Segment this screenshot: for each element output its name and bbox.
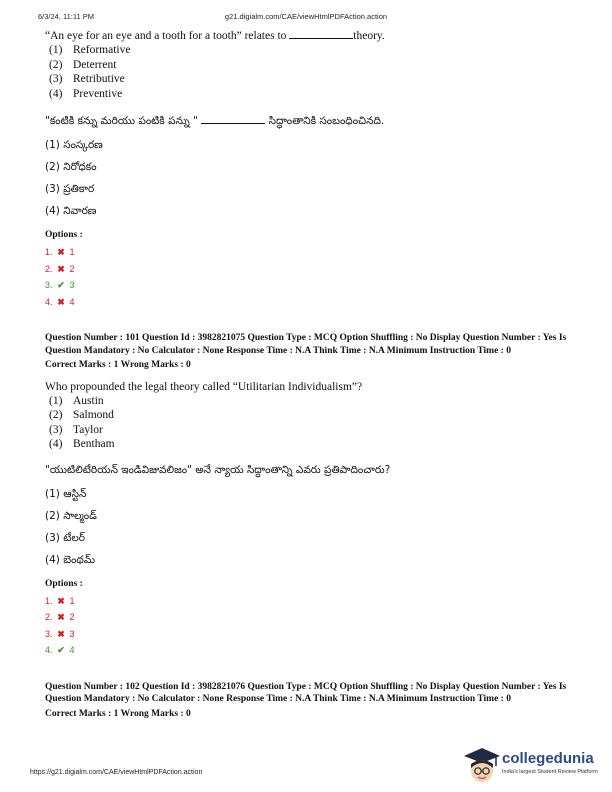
telugu-option: (1) ఆస్టిన్ <box>45 487 87 500</box>
answer-row: 1. ✖ 1 <box>45 244 585 261</box>
collegedunia-logo <box>462 744 612 788</box>
option-row: (1) Reformative <box>49 44 131 56</box>
question-102-marks: Correct Marks : 1 Wrong Marks : 0 <box>45 708 191 719</box>
question-101-text: Who propounded the legal theory called “Utilitarian Individualism”? <box>45 380 363 393</box>
question-101-telugu: "యుటిలిటేరియన్ ఇండివిజువలిజం" అనే న్యాయ సిద్ధాంతాన్ని ఎవరు ప్రతిపాదించారు? <box>45 463 391 476</box>
answer-row: 2. ✖ 2 <box>45 261 585 278</box>
footer-url: https://g21.digialm.com/CAE/viewHtmlPDFAction.action <box>30 769 203 776</box>
wrong-icon: ✖ <box>57 296 65 307</box>
telugu-option: (1) సంస్కరణ <box>45 139 103 152</box>
wrong-icon: ✖ <box>57 612 65 623</box>
graduate-mascot-icon <box>462 744 502 788</box>
wrong-icon: ✖ <box>57 247 65 258</box>
answer-row: 1. ✖ 1 <box>45 593 585 610</box>
answer-list <box>45 593 585 659</box>
option-row: (3) Taylor <box>49 423 103 436</box>
answer-row: 3. ✔ 3 <box>45 277 585 294</box>
print-datetime: 6/3/24, 11:11 PM <box>38 12 95 21</box>
answer-list <box>45 244 585 310</box>
options-heading: Options : <box>45 230 83 241</box>
telugu-option: (3) టేలర్ <box>45 531 85 544</box>
telugu-option: (2) సాల్మండ్ <box>45 509 97 522</box>
question-100-text <box>45 28 585 43</box>
answer-row: 2. ✖ 2 <box>45 609 585 626</box>
check-icon: ✔ <box>57 645 65 656</box>
document-body <box>45 28 585 720</box>
question-text-part: “An eye for an eye and a tooth for a tooth” relates to <box>45 30 290 42</box>
print-url: g21.digialm.com/CAE/viewHtmlPDFAction.action <box>224 12 388 21</box>
telugu-option: (3) ప్రతికార <box>45 183 95 196</box>
question-text-part: theory. <box>353 30 385 42</box>
telugu-option: (4) బెంథమ్ <box>45 553 95 566</box>
question-102-meta: Question Number : 102 Question Id : 3982821076 Question Type : MCQ Option Shuffling : No Display Question Number : Yes Is Question Mandatory : No Calculator : None Response Time : N.A Think Time : N.A Minimum Instruction Time : 0 <box>45 681 567 705</box>
question-101-marks: Correct Marks : 1 Wrong Marks : 0 <box>45 360 191 371</box>
option-row: (4) Preventive <box>49 87 123 100</box>
option-row: (3) Retributive <box>49 73 125 86</box>
telugu-option: (2) నిరోధకం <box>45 161 97 174</box>
logo-tagline: India's largest Student Review Platform <box>502 769 598 775</box>
wrong-icon: ✖ <box>57 628 65 639</box>
option-row: (4) Bentham <box>49 438 115 451</box>
logo-wordmark: collegedunia <box>502 750 594 767</box>
question-100-options <box>49 43 585 101</box>
wrong-icon: ✖ <box>57 263 65 274</box>
telugu-option: (4) నివారణ <box>45 205 97 218</box>
option-row: (2) Salmond <box>49 409 114 422</box>
option-row: (2) Deterrent <box>49 58 117 71</box>
options-heading: Options : <box>45 578 83 589</box>
answer-row: 4. ✔ 4 <box>45 642 585 659</box>
answer-blank <box>289 28 353 39</box>
question-101-meta: Question Number : 101 Question Id : 3982821075 Question Type : MCQ Option Shuffling : No Display Question Number : Yes Is Question Mandatory : No Calculator : None Response Time : N.A Think Time : N.A Minimum Instruction Time : 0 <box>45 333 567 356</box>
answer-row: 3. ✖ 3 <box>45 626 585 643</box>
question-100-telugu: "కంటికి కన్ను మరియు పంటికి పన్ను " సిద్ధాంతానికి సంబంధించినది. <box>45 115 385 128</box>
question-101-options <box>49 394 585 452</box>
wrong-icon: ✖ <box>57 595 65 606</box>
answer-row: 4. ✖ 4 <box>45 294 585 311</box>
answer-blank <box>201 113 265 124</box>
check-icon: ✔ <box>57 280 65 291</box>
option-row: (1) Austin <box>49 394 104 407</box>
